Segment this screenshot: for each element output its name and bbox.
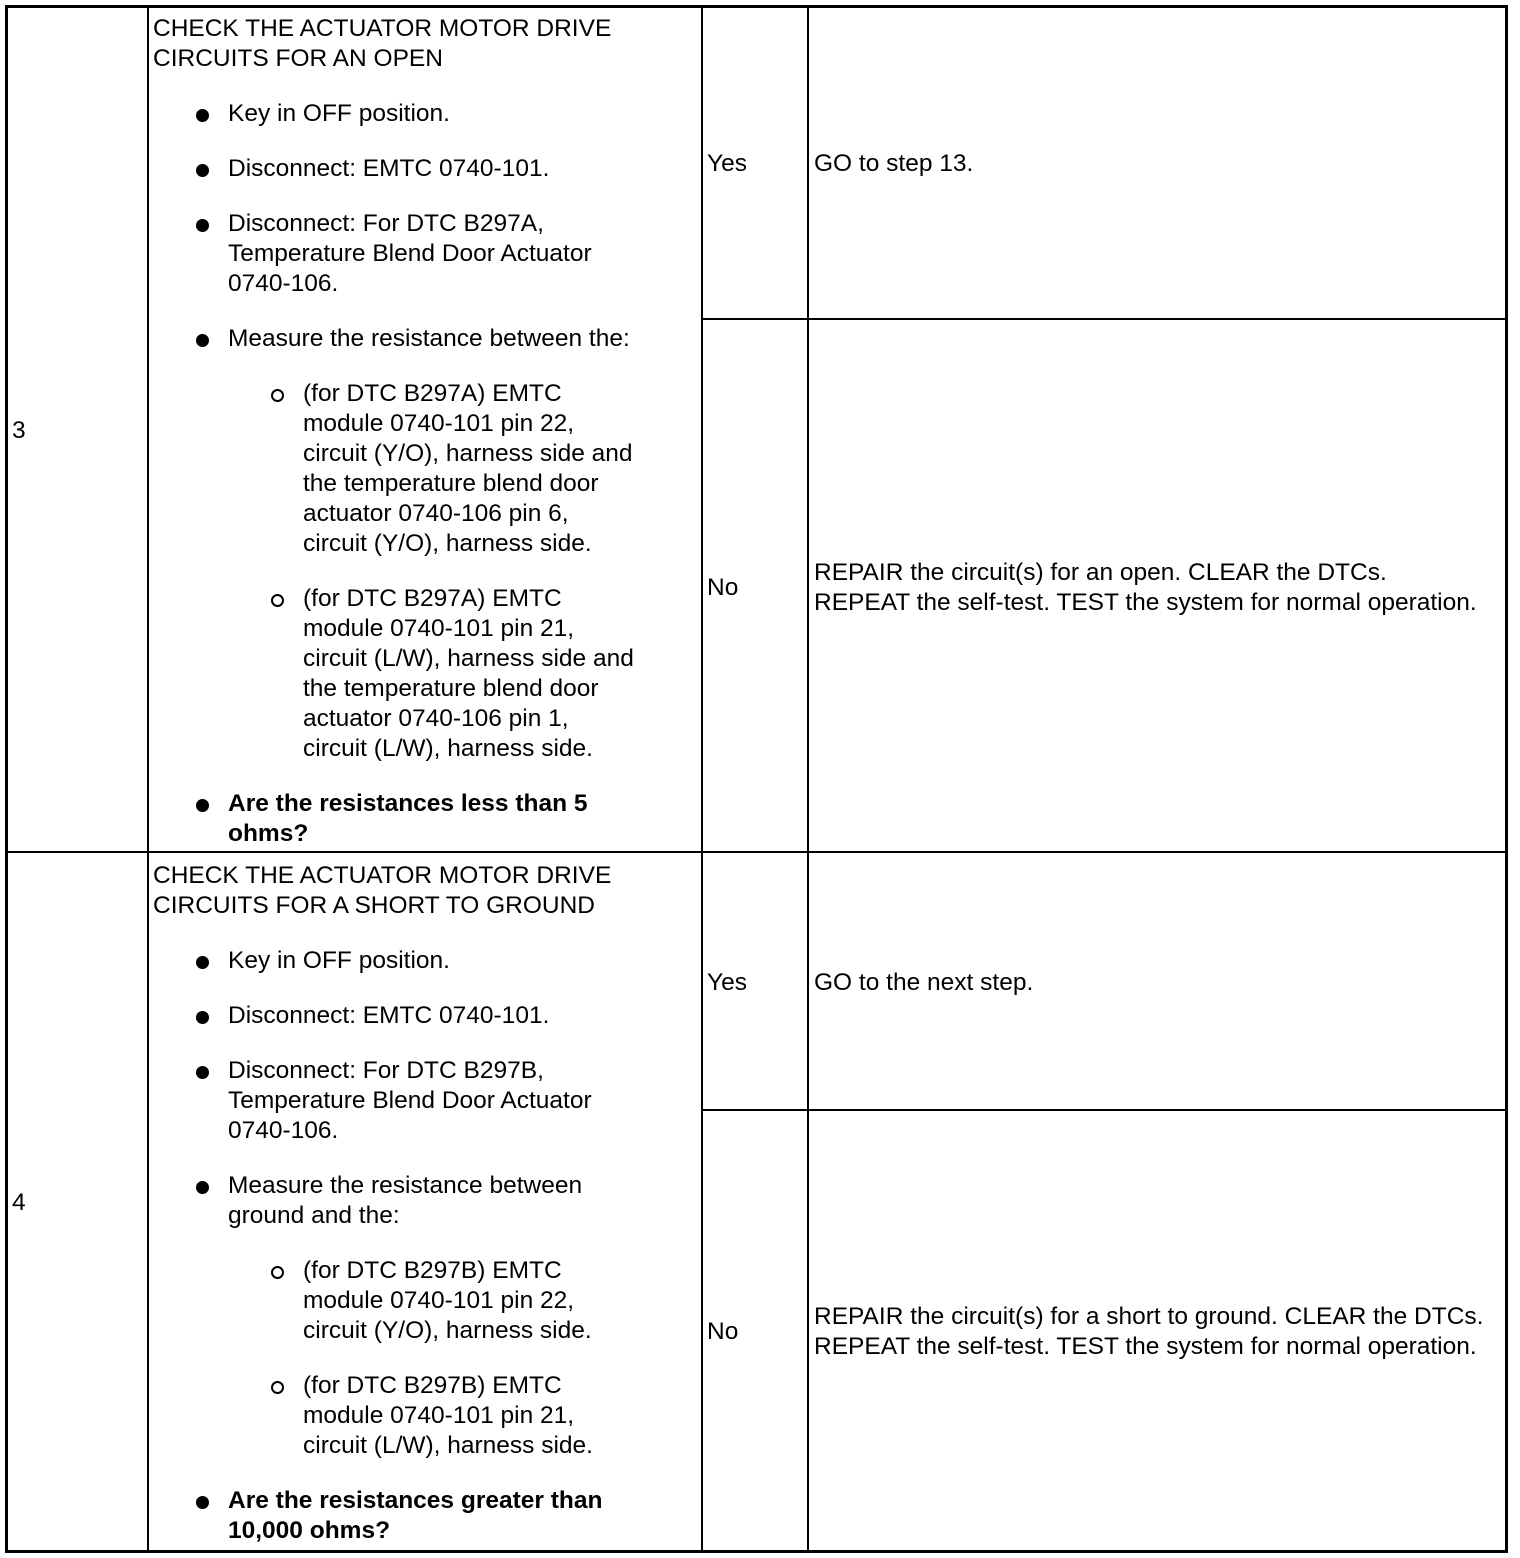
sub-bullet-text: circuit (Y/O), harness side. <box>303 1317 592 1344</box>
bullet-text: Key in OFF position. <box>228 947 450 974</box>
action-text: REPAIR the circuit(s) for an open. CLEAR the DTCs. <box>814 559 1387 586</box>
action-text: GO to the next step. <box>814 969 1034 996</box>
bullet-icon <box>196 1066 209 1079</box>
sub-bullet-icon <box>271 1381 284 1394</box>
bullet-icon <box>196 956 209 969</box>
row-divider <box>701 318 1505 320</box>
column-divider <box>807 8 809 1550</box>
row-divider <box>8 851 1505 853</box>
answer-yes: Yes <box>707 969 747 996</box>
step-title: CIRCUITS FOR A SHORT TO GROUND <box>153 892 595 919</box>
sub-bullet-text: circuit (Y/O), harness side and <box>303 440 633 467</box>
bullet-text: 0740-106. <box>228 270 339 297</box>
sub-bullet-text: (for DTC B297B) EMTC <box>303 1372 562 1399</box>
bullet-icon <box>196 1181 209 1194</box>
sub-bullet-text: (for DTC B297A) EMTC <box>303 380 562 407</box>
sub-bullet-text: (for DTC B297B) EMTC <box>303 1257 562 1284</box>
step-title: CHECK THE ACTUATOR MOTOR DRIVE <box>153 862 612 889</box>
diagnostic-table <box>5 5 1508 1553</box>
action-text: REPEAT the self-test. TEST the system for normal operation. <box>814 589 1477 616</box>
step-number: 4 <box>12 1189 26 1216</box>
step-number: 3 <box>12 417 26 444</box>
bullet-text: Key in OFF position. <box>228 100 450 127</box>
bullet-icon <box>196 334 209 347</box>
sub-bullet-text: circuit (Y/O), harness side. <box>303 530 592 557</box>
sub-bullet-text: module 0740-101 pin 21, <box>303 615 575 642</box>
column-divider <box>147 8 149 1550</box>
sub-bullet-text: the temperature blend door <box>303 675 599 702</box>
action-text: REPAIR the circuit(s) for a short to ground. CLEAR the DTCs. <box>814 1303 1484 1330</box>
answer-no: No <box>707 1318 739 1345</box>
bullet-text: Measure the resistance between <box>228 1172 583 1199</box>
bullet-text: 0740-106. <box>228 1117 339 1144</box>
step-question: 10,000 ohms? <box>228 1517 391 1544</box>
bullet-text: ground and the: <box>228 1202 400 1229</box>
bullet-text: Disconnect: For DTC B297A, <box>228 210 544 237</box>
sub-bullet-icon <box>271 594 284 607</box>
sub-bullet-text: circuit (L/W), harness side and <box>303 645 634 672</box>
action-text: REPEAT the self-test. TEST the system for normal operation. <box>814 1333 1477 1360</box>
bullet-icon <box>196 109 209 122</box>
step-title: CIRCUITS FOR AN OPEN <box>153 45 443 72</box>
sub-bullet-text: (for DTC B297A) EMTC <box>303 585 562 612</box>
sub-bullet-text: circuit (L/W), harness side. <box>303 735 593 762</box>
sub-bullet-text: module 0740-101 pin 21, <box>303 1402 575 1429</box>
bullet-icon <box>196 1011 209 1024</box>
row-divider <box>701 1109 1505 1111</box>
sub-bullet-icon <box>271 389 284 402</box>
step-question: Are the resistances greater than <box>228 1487 603 1514</box>
answer-no: No <box>707 574 739 601</box>
sub-bullet-text: actuator 0740-106 pin 6, <box>303 500 569 527</box>
action-text: GO to step 13. <box>814 150 974 177</box>
bullet-text: Temperature Blend Door Actuator <box>228 240 592 267</box>
sub-bullet-icon <box>271 1266 284 1279</box>
step-title: CHECK THE ACTUATOR MOTOR DRIVE <box>153 15 612 42</box>
bullet-text: Temperature Blend Door Actuator <box>228 1087 592 1114</box>
bullet-text: Disconnect: For DTC B297B, <box>228 1057 544 1084</box>
sub-bullet-text: actuator 0740-106 pin 1, <box>303 705 569 732</box>
step-question: Are the resistances less than 5 <box>228 790 588 817</box>
bullet-icon <box>196 219 209 232</box>
bullet-icon <box>196 164 209 177</box>
bullet-text: Measure the resistance between the: <box>228 325 630 352</box>
step-question: ohms? <box>228 820 309 847</box>
bullet-text: Disconnect: EMTC 0740-101. <box>228 1002 550 1029</box>
column-divider <box>701 8 703 1550</box>
answer-yes: Yes <box>707 150 747 177</box>
sub-bullet-text: the temperature blend door <box>303 470 599 497</box>
bullet-icon <box>196 1496 209 1509</box>
bullet-text: Disconnect: EMTC 0740-101. <box>228 155 550 182</box>
bullet-icon <box>196 799 209 812</box>
sub-bullet-text: circuit (L/W), harness side. <box>303 1432 593 1459</box>
sub-bullet-text: module 0740-101 pin 22, <box>303 1287 575 1314</box>
sub-bullet-text: module 0740-101 pin 22, <box>303 410 575 437</box>
